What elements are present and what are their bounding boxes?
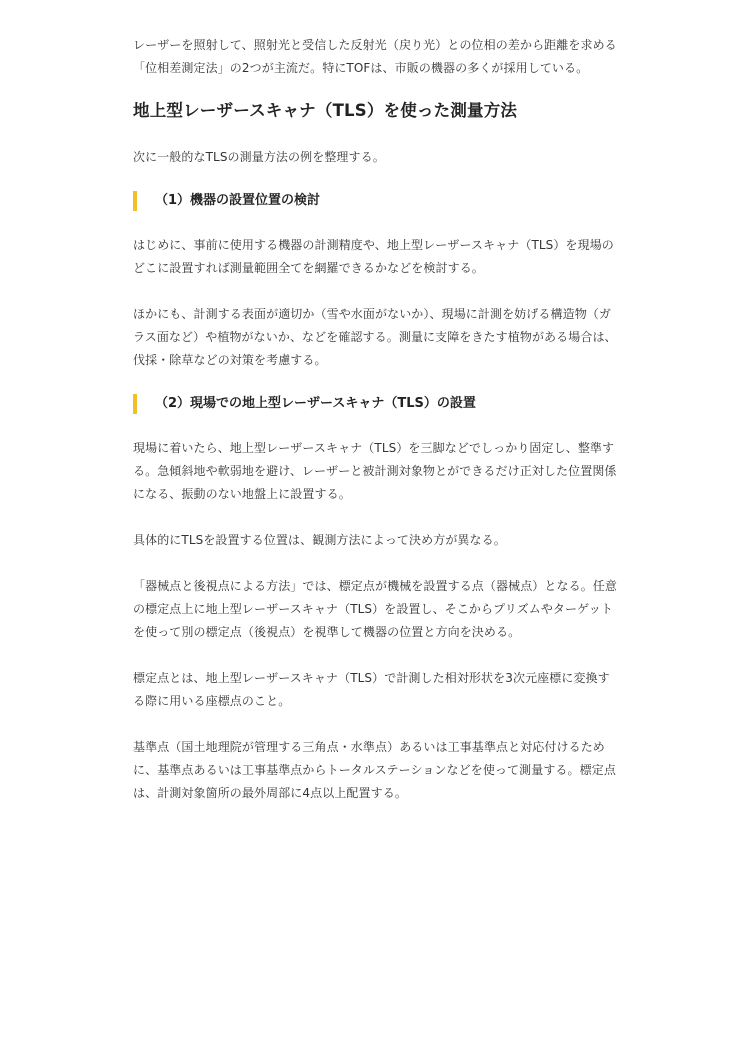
paragraph-onsite-setup-1: 現場に着いたら、地上型レーザースキャナ（TLS）を三脚などでしっかり固定し、整準する。急傾斜地や軟弱地を避け、レーザーと被計測対象物とができるだけ正対した位置関係になる、振動のない地盤上に設置する。 <box>133 441 617 501</box>
paragraph-onsite-setup-3: 「器械点と後視点による方法」では、標定点が機械を設置する点（器械点）となる。任意の標定点上に地上型レーザースキャナ（TLS）を設置し、そこからプリズムやターゲットを使って別の標定点（後視点）を視準して機器の位置と方向を決める。 <box>133 579 618 639</box>
intro-paragraph: レーザーを照射して、照射光と受信した反射光（戻り光）との位相の差から距離を求める「位相差測定法」の2つが主流だ。特にTOFは、市販の機器の多くが採用している。 <box>133 38 617 75</box>
paragraph-placement-study-2: ほかにも、計測する表面が適切か（雪や水面がないか）、現場に計測を妨げる構造物（ガラス面など）や植物がないか、などを確認する。測量に支障をきたす植物がある場合は、伐採・除草などの対策を考慮する。 <box>133 307 617 367</box>
section-heading-tls-survey: 地上型レーザースキャナ（TLS）を使った測量方法 <box>133 101 518 120</box>
paragraph-onsite-setup-5: 基準点（国土地理院が管理する三角点・水準点）あるいは工事基準点と対応付けるために、基準点あるいは工事基準点からトータルステーションなどを使って測量する。標定点は、計測対象箇所の最外周部に4点以上配置する。 <box>133 740 616 800</box>
subsection-heading-placement-study: （1）機器の設置位置の検討 <box>133 191 618 211</box>
subsection-heading-onsite-setup: （2）現場での地上型レーザースキャナ（TLS）の設置 <box>133 394 618 414</box>
article-body <box>133 34 618 805</box>
paragraph-onsite-setup-4: 標定点とは、地上型レーザースキャナ（TLS）で計測した相対形状を3次元座標に変換する際に用いる座標点のこと。 <box>133 671 610 708</box>
section-lead-paragraph: 次に一般的なTLSの測量方法の例を整理する。 <box>133 150 385 164</box>
paragraph-placement-study-1: はじめに、事前に使用する機器の計測精度や、地上型レーザースキャナ（TLS）を現場のどこに設置すれば測量範囲全てを網羅できるかなどを検討する。 <box>133 238 614 275</box>
paragraph-onsite-setup-2: 具体的にTLSを設置する位置は、観測方法によって決め方が異なる。 <box>133 533 506 547</box>
